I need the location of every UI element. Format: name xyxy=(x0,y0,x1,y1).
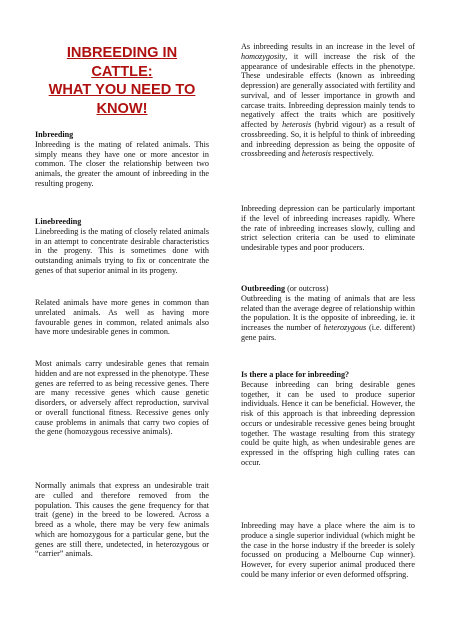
term-heterosis-2: heterosis xyxy=(301,149,331,159)
outbreeding-text-b: (i.e. different) gene pairs. xyxy=(241,323,415,342)
paragraph-normally: Normally animals that express an undesirable trait are culled and therefore removed from the population. This causes the gene frequency for that trait (gene) in the breed to be lowered. Across a breed as a whole, there may be very few animals which are homozygous for a particular gene, but the genes are still there, undetected, in heterozygous or “carrier” animals. xyxy=(35,481,209,559)
paragraph-place-for-inbreeding: Because inbreeding can bring desirable genes together, it can be used to produce superior individuals. Hence it can be beneficial. However, the risk of this approach is that inbreeding depression occurs or undesirable recessive genes being brought together. The wastage resulting from this strategy could be quite high, as when undesirable genes are expressed in the offspring high culling rates can occur. xyxy=(241,379,415,467)
heading-linebreeding: Linebreeding xyxy=(35,217,82,226)
paragraph-inbreeding: Inbreeding is the mating of related animals. This simply means they have one or more ancestor in common. The closer the relationship between two animals, the greater the amount of inbreeding in the resulting progeny. xyxy=(35,139,209,188)
section-place-for-inbreeding xyxy=(241,370,415,468)
section-outbreeding xyxy=(241,284,415,343)
paragraph-depression-block xyxy=(241,42,415,159)
paragraph-may-block xyxy=(241,521,415,580)
paragraph-outbreeding xyxy=(241,294,415,343)
term-homozygosity: homozygosity xyxy=(241,51,286,61)
paragraph-undesirable-genes: Most animals carry undesirable genes that remain hidden and are not expressed in the phenotype. These genes are referred to as being recessive genes. There are many recessive genes which cause genetic disorders, or adversely affect reproduction, survival or overall functional fitness. Recessive genes only cause problems in animals that carry two copies of the gene (homozygous recessive animals). xyxy=(35,359,209,437)
section-linebreeding xyxy=(35,217,209,276)
term-heterosis-1: heterosis xyxy=(282,120,312,129)
heading-outbreeding-line xyxy=(241,284,415,294)
heading-outbreeding-suffix: (or outcross) xyxy=(285,284,329,293)
depression-text-d: respectively. xyxy=(330,149,374,159)
paragraph-related-animals: Related animals have more genes in common than unrelated animals. As well as having more favourable genes in common, related animals also have more undesirable genes in common. xyxy=(35,298,209,337)
outbreeding-text-a: Outbreeding is the mating of animals that are less related than the average degree of relationship within the population. It is the opposite of inbreeding, ie. it increases the number of xyxy=(241,293,415,332)
depression-text-c: (hybrid vigour) as a result of crossbreeding. So, it is helpful to think of inbreeding and inbreeding depression as being the opposite of crossbreeding and xyxy=(241,120,415,159)
depression-text-b: , it will increase the risk of the appearance of undesirable effects in the phenotype. These undesirable effects (known as inbreeding depression) are generally associated with fertility and survival, and of lesser importance in growth and carcase traits. Inbreeding depression mainly tends to negatively affect the traits which are positively affected by xyxy=(241,51,415,129)
title-line-1: INBREEDING IN xyxy=(66,45,178,61)
heading-place-for-inbreeding: Is there a place for inbreeding? xyxy=(241,370,350,379)
paragraph-important-block xyxy=(241,204,415,253)
paragraph-related-animals-block xyxy=(35,298,209,337)
title-line-4: KNOW! xyxy=(96,100,148,117)
depression-text-a: As inbreeding results in an increase in the level of xyxy=(241,42,415,51)
term-heterozygous: heterozygous xyxy=(323,323,367,332)
paragraph-depression-important: Inbreeding depression can be particularly important if the level of inbreeding increases rapidly. Where the rate of inbreeding increases slowly, culling and strict selection criteria can be used to eliminate undesirable types and poor producers. xyxy=(241,204,415,252)
paragraph-linebreeding: Linebreeding is the mating of closely related animals in an attempt to concentrate desirable characteristics in the progeny. This is sometimes done with outstanding animals trying to fix or concentrate the genes of that superior animal in its progeny. xyxy=(35,226,209,275)
paragraph-inbreeding-depression xyxy=(241,42,415,159)
paragraph-normally-block xyxy=(35,481,209,559)
section-inbreeding xyxy=(35,130,209,189)
heading-inbreeding: Inbreeding xyxy=(35,130,74,139)
heading-outbreeding: Outbreeding xyxy=(241,284,286,293)
document-title xyxy=(35,44,209,118)
paragraph-inbreeding-may: Inbreeding may have a place where the aim is to produce a single superior individual (which might be the case in the horse industry if the breeder is solely focussed on producing a Melbourne Cup winner). However, for every superior animal produced there could be many inferior or even deformed offspring. xyxy=(241,521,415,579)
title-line-3: WHAT YOU NEED TO xyxy=(48,82,196,98)
title-line-2: CATTLE: xyxy=(91,63,153,80)
paragraph-undesirable-genes-block xyxy=(35,359,209,437)
